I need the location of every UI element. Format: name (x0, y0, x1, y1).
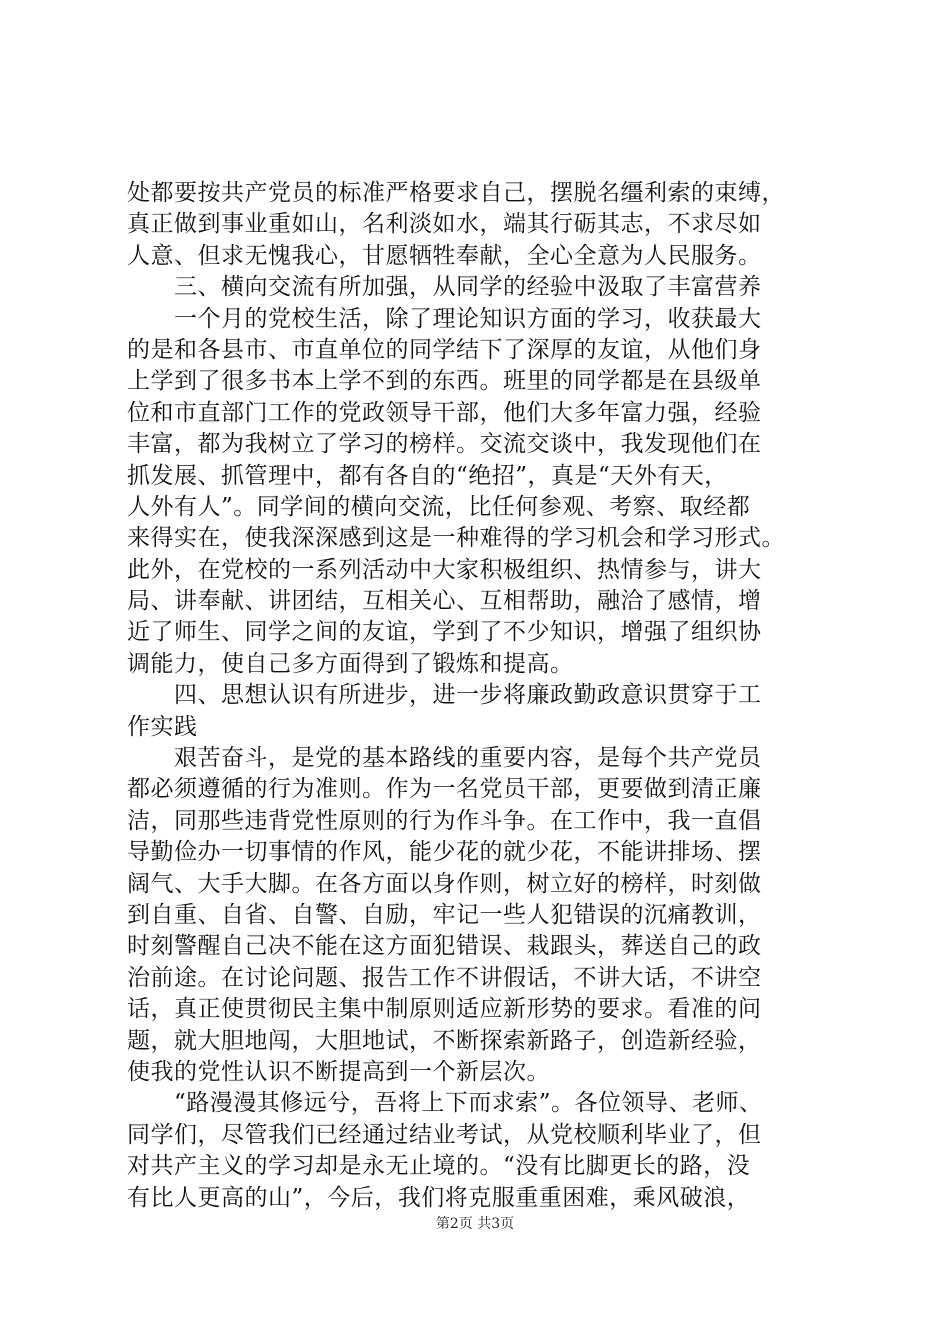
text-line: 的是和各县市、市直单位的同学结下了深厚的友谊，从他们身 (127, 336, 762, 363)
text-line: 三、横向交流有所加强，从同学的经验中汲取了丰富营养 (127, 274, 762, 301)
text-line: 都必须遵循的行为准则。作为一名党员干部，更要做到清正廉 (127, 776, 762, 803)
text-line: 上学到了很多书本上学不到的东西。班里的同学都是在县级单 (127, 368, 762, 395)
text-line: 四、思想认识有所进步，进一步将廉政勤政意识贯穿于工 (127, 682, 762, 709)
text-line: 同学们，尽管我们已经通过结业考试，从党校顺利毕业了，但 (127, 1121, 762, 1148)
text-line: 题，就大胆地闯，大胆地试，不断探索新路子，创造新经验， (127, 1027, 762, 1054)
text-line: 位和市直部门工作的党政领导干部，他们大多年富力强，经验 (127, 399, 762, 426)
text-line: 调能力，使自己多方面得到了锻炼和提高。 (127, 650, 574, 677)
text-line: 到自重、自省、自警、自励，牢记一些人犯错误的沉痛教训， (127, 901, 762, 928)
text-line: 人意、但求无愧我心，甘愿牺牲奉献，全心全意为人民服务。 (127, 242, 762, 269)
text-line: 有比人更高的山”，今后，我们将克服重重困难，乘风破浪， (127, 1184, 751, 1211)
document-body (127, 178, 827, 1214)
text-line: 艰苦奋斗，是党的基本路线的重要内容，是每个共产党员 (127, 745, 762, 772)
text-line: 此外，在党校的一系列活动中大家积极组织、热情参与，讲大 (127, 556, 762, 583)
text-line: 局、讲奉献、讲团结，互相关心、互相帮助，融洽了感情，增 (127, 588, 762, 615)
text-line: 治前途。在讨论问题、报告工作不讲假话，不讲大话，不讲空 (127, 964, 762, 991)
text-line: 洁，同那些违背党性原则的行为作斗争。在工作中，我一直倡 (127, 807, 762, 834)
text-line: 导勤俭办一切事情的作风，能少花的就少花，不能讲排场、摆 (127, 839, 762, 866)
text-line: “路漫漫其修远兮，吾将上下而求索”。各位领导、老师、 (127, 1090, 763, 1117)
text-line: 阔气、大手大脚。在各方面以身作则，树立好的榜样，时刻做 (127, 870, 762, 897)
page-footer: 第2页 共3页 (435, 1216, 515, 1232)
text-line: 使我的党性认识不断提高到一个新层次。 (127, 1058, 550, 1085)
text-line: 处都要按共产党员的标准严格要求自己，摆脱名缰利索的束缚， (127, 180, 785, 206)
text-line: 近了师生、同学之间的友谊，学到了不少知识，增强了组织协 (127, 619, 762, 646)
text-line: 时刻警醒自己决不能在这方面犯错误、栽跟头，葬送自己的政 (127, 933, 762, 960)
text-line: 丰富，都为我树立了学习的榜样。交流交谈中，我发现他们在 (127, 431, 762, 458)
text-line: 对共产主义的学习却是永无止境的。“没有比脚更长的路，没 (127, 1153, 751, 1180)
text-line: 来得实在，使我深深感到这是一种难得的学习机会和学习形式。 (127, 525, 785, 552)
text-line: 一个月的党校生活，除了理论知识方面的学习，收获最大 (127, 305, 762, 332)
text-line: 话，真正使贯彻民主集中制原则适应新形势的要求。看准的问 (127, 996, 762, 1023)
text-line: 抓发展、抓管理中，都有各自的“绝招”，真是“天外有天， (127, 462, 728, 489)
text-line: 人外有人”。同学间的横向交流，比任何参观、考察、取经都 (127, 493, 751, 520)
text-line: 真正做到事业重如山，名利淡如水，端其行砺其志，不求尽如 (127, 211, 762, 238)
text-line: 作实践 (127, 713, 198, 740)
